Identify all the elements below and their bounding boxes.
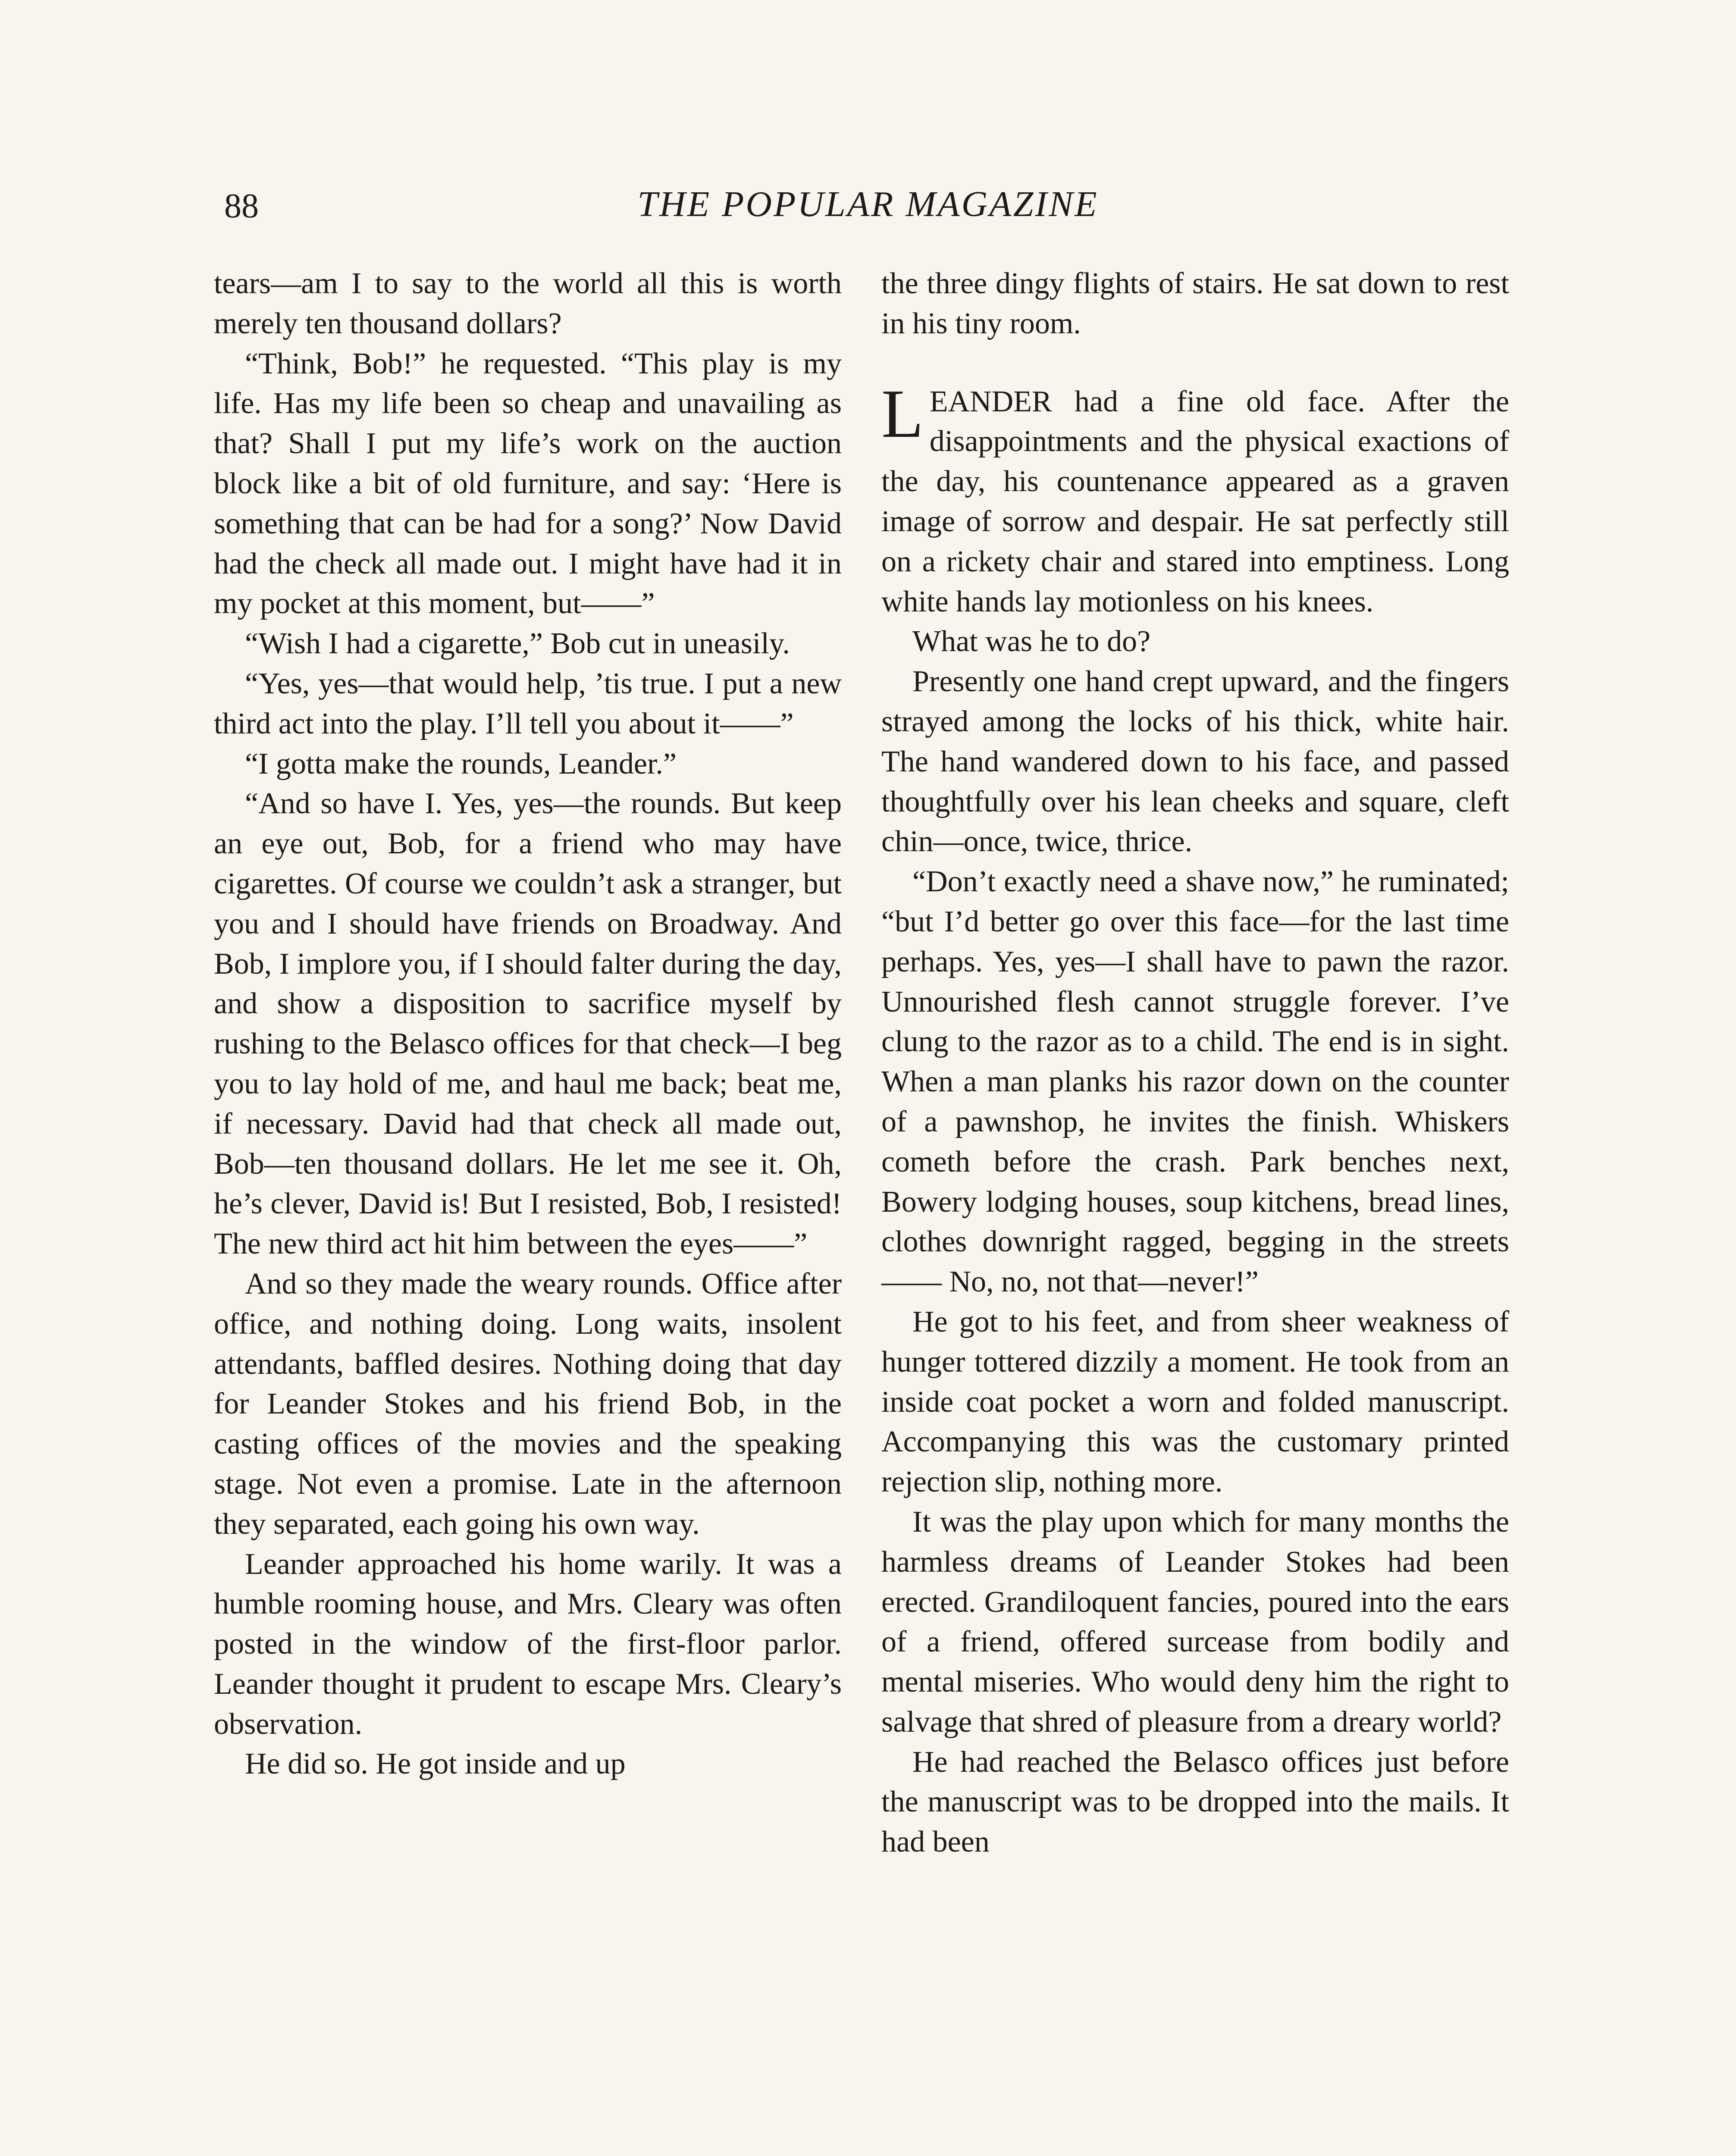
paragraph: He had reached the Belasco offices just before the manuscript was to be dropped into the mails. It had been [881,1745,1509,1859]
left-column [214,264,842,1784]
paragraph: It was the play upon which for many months the harmless dreams of Leander Stokes had been erected. Grandiloquent fancies, poured into the ears of a friend, offered surcease from bodily and mental miseries. Who would deny him the right to salvage that shred of pleasure from a dreary world? [881,1505,1509,1739]
paragraph: And so they made the weary rounds. Office after office, and nothing doing. Long waits, insolent attendants, baffled desires. Nothing doing that day for Leander Stokes and his friend Bob, in the casting offices of the movies and the speaking stage. Not even a promise. Late in the afternoon they separated, each going his own way. [214,1267,842,1541]
paragraph: Presently one hand crept upward, and the fingers strayed among the locks of his thick, white hair. The hand wandered down to his face, and passed thoughtfully over his lean cheeks and square, cleft chin—once, twice, thrice. [881,665,1509,859]
paragraph: “Think, Bob!” he requested. “This play is my life. Has my life been so cheap and unavailing as that? Shall I put my life’s work on the auction block like a bit of old furniture, and say: ‘Here is something that can be had for a song?’ Now David had the check all made out. I might have had it in my pocket at this moment, but——” [214,347,842,620]
drop-cap: L [881,375,924,452]
paragraph: Leander approached his home warily. It was a humble rooming house, and Mrs. Cleary was often posted in the window of the first-floor parlor. Leander thought it prudent to escape Mrs. Cleary’s observation. [214,1547,842,1741]
paragraph: “Wish I had a cigarette,” Bob cut in uneasily. [245,627,790,661]
paragraph: “I gotta make the rounds, Leander.” [245,747,677,780]
right-column [881,264,1509,1862]
section-opening-text: EANDER had a fine old face. After the disappointments and the physical exactions of the day, his countenance appeared as a graven image of sorrow and despair. He sat perfectly still on a rickety chair and stared into emptiness. Long white hands lay motionless on his knees. [881,385,1509,618]
page-number: 88 [224,187,259,225]
paragraph: What was he to do? [912,625,1151,658]
running-head: THE POPULAR MAGAZINE [637,184,1099,224]
paragraph: “And so have I. Yes, yes—the rounds. But keep an eye out, Bob, for a friend who may have cigarettes. Of course we couldn’t ask a stranger, but you and I should have friends on Broadway. And Bob, I implore you, if I should falter during the day, and show a disposition to sacrifice myself by rushing to the Belasco offices for that check—I beg you to lay hold of me, and haul me back; beat me, if necessary. David had that check all made out, Bob—ten thousand dollars. He let me see it. Oh, he’s clever, David is! But I resisted, Bob, I resisted! The new third act hit him between the eyes——” [214,787,842,1261]
paragraph: “Don’t exactly need a shave now,” he ruminated; “but I’d better go over this face—for the last time perhaps. Yes, yes—I shall have to pawn the razor. Unnourished flesh cannot struggle forever. I’ve clung to the razor as to a child. The end is in sight. When a man planks his razor down on the counter of a pawnshop, he invites the finish. Whiskers cometh before the crash. Park benches next, Bowery lodging houses, soup kitchens, bread lines, clothes downright ragged, begging in the streets—— No, no, not that—never!” [881,865,1509,1299]
paragraph: the three dingy flights of stairs. He sat down to rest in his tiny room. [881,267,1509,340]
paragraph: He got to his feet, and from sheer weakness of hunger tottered dizzily a moment. He took from an inside coat pocket a worn and folded manuscript. Accompanying this was the customary printed rejection slip, nothing more. [881,1305,1509,1499]
paragraph: He did so. He got inside and up [245,1747,626,1781]
section-opening-paragraph [881,375,1509,622]
paragraph: tears—am I to say to the world all this is worth merely ten thousand dollars? [214,267,842,340]
paragraph: “Yes, yes—that would help, ’tis true. I put a new third act into the play. I’ll tell you about it——” [214,667,842,740]
